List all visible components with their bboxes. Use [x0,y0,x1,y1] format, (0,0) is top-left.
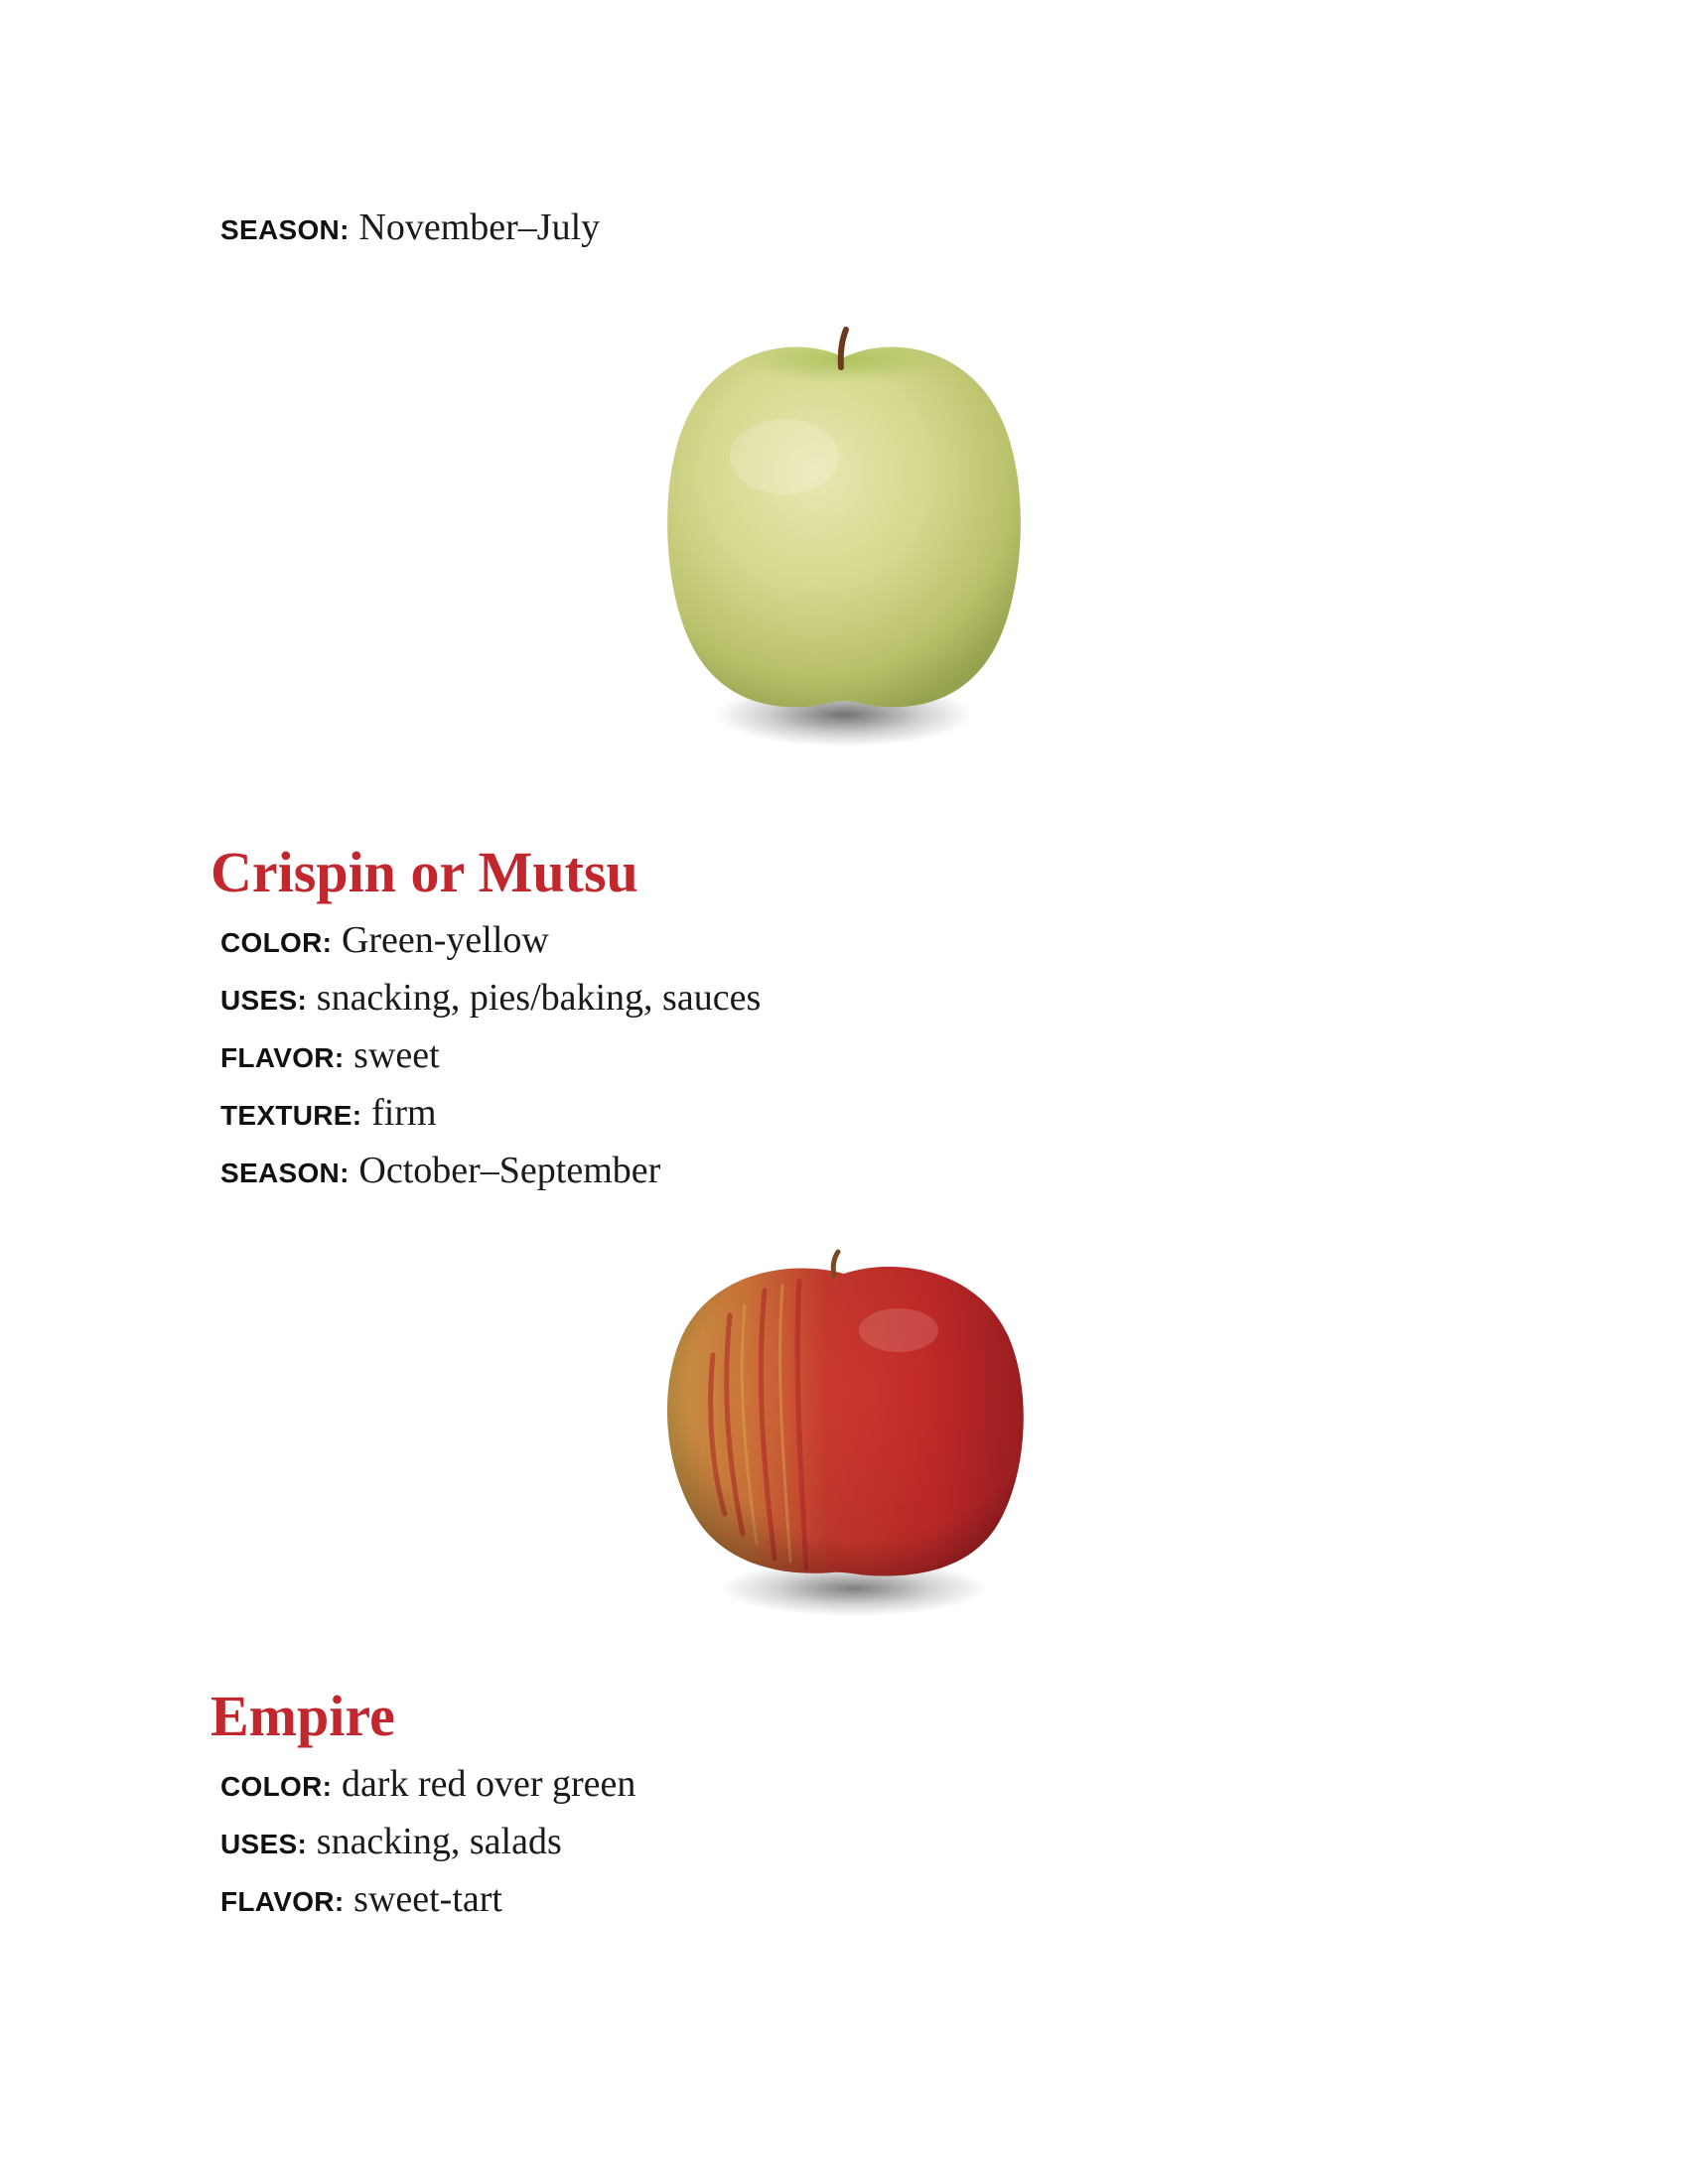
field-label: FLAVOR [220,1042,335,1073]
field-line-color: COLOR: dark red over green [220,1763,636,1805]
red-streaked-apple-icon [635,1246,1053,1633]
field-line-season: SEASON: October–September [220,1150,661,1191]
field-line-flavor: FLAVOR: sweet-tart [220,1878,502,1920]
field-value: snacking, salads [316,1821,562,1862]
field-line-flavor: FLAVOR: sweet [220,1034,440,1076]
field-label: FLAVOR [220,1886,335,1917]
field-label: TEXTURE [220,1100,352,1131]
field-value: October–September [358,1150,661,1191]
field-line-color: COLOR: Green-yellow [220,919,549,961]
red-streaked-apple-photo [635,1246,1053,1633]
variety-heading: Empire [211,1684,395,1748]
field-label: SEASON [220,214,341,245]
field-value: sweet-tart [353,1878,502,1920]
variety-heading: Crispin or Mutsu [211,840,638,904]
field-value: Green-yellow [341,919,549,961]
field-value: dark red over green [341,1763,636,1805]
intro-season-line: SEASON: November–July [220,206,601,248]
field-label: SEASON [220,1158,341,1188]
field-line-uses: USES: snacking, pies/baking, sauces [220,977,762,1019]
field-label: USES [220,1829,298,1859]
field-label: COLOR [220,1771,323,1802]
field-value: snacking, pies/baking, sauces [316,977,762,1019]
field-value: November–July [358,206,601,248]
green-yellow-apple-photo [635,318,1053,774]
field-line-texture: TEXTURE: firm [220,1092,437,1134]
field-label: COLOR [220,927,323,958]
field-value: sweet [353,1034,440,1076]
green-yellow-apple-icon [635,318,1053,774]
field-label: USES [220,985,298,1016]
field-line-uses: USES: snacking, salads [220,1821,562,1862]
field-value: firm [371,1092,437,1134]
